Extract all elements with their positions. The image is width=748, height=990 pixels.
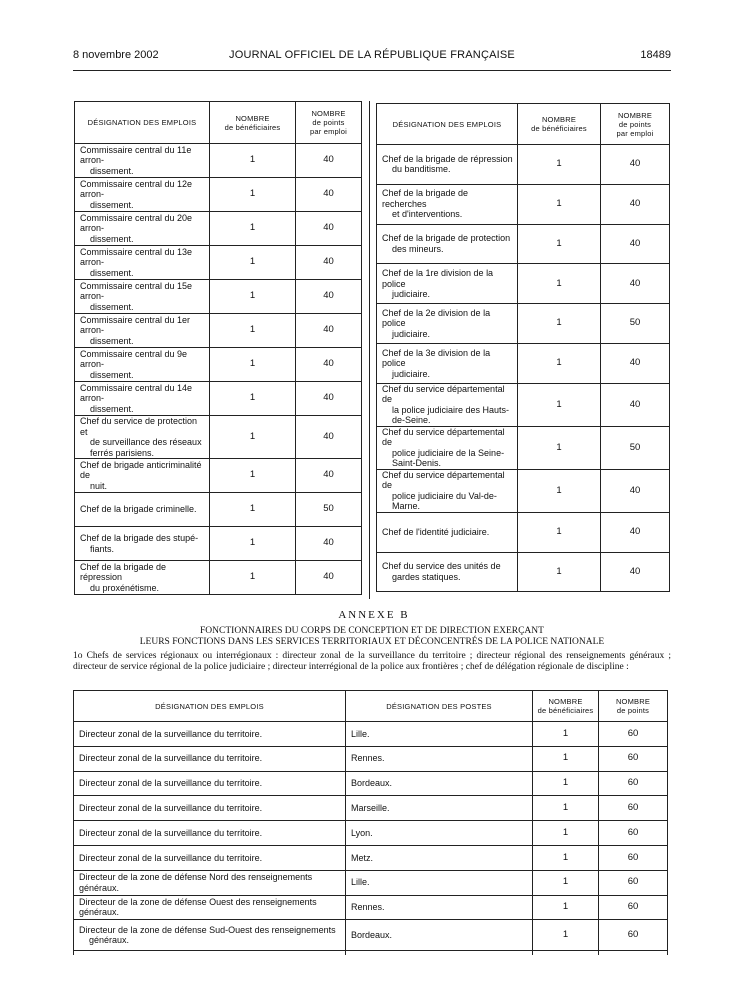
designation-cell — [75, 280, 210, 314]
points-cell: 50 — [296, 493, 362, 527]
designation-cell — [377, 224, 518, 264]
beneficiaires-cell: 1 — [533, 870, 599, 895]
poste-cell: Lyon. — [346, 821, 533, 846]
designation-line: Chef du service départemental de — [382, 469, 505, 491]
beneficiaires-cell: 1 — [210, 348, 296, 382]
designation-cell — [377, 343, 518, 383]
designation-line: la police judiciaire des Hauts- — [392, 404, 510, 415]
designation-line: Saint-Denis. — [392, 458, 442, 469]
points-cell: 40 — [601, 343, 670, 383]
beneficiaires-cell: 1 — [533, 746, 599, 771]
beneficiaires-cell: 1 — [518, 145, 601, 185]
table-row — [75, 382, 362, 416]
beneficiaires-cell: 1 — [210, 280, 296, 314]
beneficiaires-cell: 1 — [518, 426, 601, 469]
designation-line: Chef du service départemental de — [382, 426, 505, 448]
designation-cell — [377, 304, 518, 344]
poste-cell: Lille. — [346, 870, 533, 895]
designation-line: Directeur zonal de la surveillance du territoire. — [79, 728, 263, 739]
beneficiaires-cell: 1 — [210, 212, 296, 246]
points-cell: 60 — [599, 821, 668, 846]
table-row — [75, 212, 362, 246]
col-header-designation-postes: DÉSIGNATION DES POSTES — [346, 691, 533, 722]
designation-line: police judiciaire du Val-de- — [392, 490, 497, 501]
designation-line: Chef de la brigade de protection — [382, 233, 511, 244]
designation-line: dissement. — [90, 199, 134, 210]
points-cell: 60 — [599, 771, 668, 796]
points-cell: 40 — [601, 184, 670, 224]
beneficiaires-cell: 1 — [210, 314, 296, 348]
designation-line: dissement. — [90, 369, 134, 380]
table-row — [75, 246, 362, 280]
designation-line: dissement. — [90, 267, 134, 278]
designation-line: Commissaire central du 12e arron- — [80, 178, 193, 200]
points-cell: 60 — [599, 895, 668, 920]
designation-cell — [75, 527, 210, 561]
designation-line: Directeur zonal de la surveillance du territoire. — [79, 852, 263, 863]
designation-line: Chef du service des unités de — [382, 561, 501, 572]
col-header-designation: DÉSIGNATION DES EMPLOIS — [377, 104, 518, 145]
designation-cell — [75, 178, 210, 212]
points-cell: 40 — [296, 212, 362, 246]
points-cell: 50 — [601, 426, 670, 469]
designation-cell — [75, 246, 210, 280]
poste-cell: Marseille. — [346, 796, 533, 821]
table-row — [75, 144, 362, 178]
table-row — [75, 527, 362, 561]
points-cell: 40 — [296, 178, 362, 212]
designation-line: Directeur zonal de la surveillance du territoire. — [79, 803, 263, 814]
beneficiaires-cell: 1 — [210, 527, 296, 561]
designation-line: Chef de l'identité judiciaire. — [382, 526, 490, 537]
designation-line: de surveillance des réseaux — [90, 437, 202, 447]
designation-line: et d'interventions. — [392, 209, 463, 220]
points-cell: 40 — [601, 552, 670, 592]
designation-cell — [377, 552, 518, 592]
designation-line: du banditisme. — [392, 164, 451, 175]
beneficiaires-cell: 1 — [210, 459, 296, 493]
designation-cell — [74, 722, 346, 747]
designation-line: judiciaire. — [392, 328, 431, 339]
points-cell: 40 — [296, 280, 362, 314]
designation-line: Directeur zonal de la surveillance du territoire. — [79, 753, 263, 764]
beneficiaires-cell: 1 — [518, 304, 601, 344]
designation-line: Directeur de la zone de défense Ouest des renseignements généraux. — [79, 896, 317, 918]
col-header-designation-emplois: DÉSIGNATION DES EMPLOIS — [74, 691, 346, 722]
designation-line: Commissaire central du 15e arron- — [80, 280, 193, 302]
points-cell: 60 — [599, 920, 668, 951]
col-header-points: NOMBRE de points par emploi — [601, 104, 670, 145]
designation-line: Chef de la 3e division de la police — [382, 347, 491, 369]
table-row — [74, 796, 668, 821]
beneficiaires-cell: 1 — [210, 416, 296, 459]
poste-cell: Bordeaux. — [346, 771, 533, 796]
beneficiaires-cell: 1 — [210, 382, 296, 416]
beneficiaires-cell: 1 — [518, 184, 601, 224]
designation-line: Chef de la 1re division de la police — [382, 268, 494, 289]
continuation-cell — [599, 951, 668, 956]
continuation-cell — [533, 951, 599, 956]
designation-line: de-Seine. — [392, 415, 431, 426]
poste-cell: Rennes. — [346, 895, 533, 920]
col-header-designation: DÉSIGNATION DES EMPLOIS — [75, 102, 210, 144]
table-row — [377, 224, 670, 264]
poste-cell: Lille. — [346, 722, 533, 747]
col-header-beneficiaires: NOMBRE de bénéficiaires — [533, 691, 599, 722]
col-header-beneficiaires: NOMBRE de bénéficiaires — [518, 104, 601, 145]
beneficiaires-cell: 1 — [210, 178, 296, 212]
continuation-cell — [346, 951, 533, 956]
table-row — [75, 561, 362, 595]
table-row — [74, 722, 668, 747]
designation-cell — [377, 184, 518, 224]
table-row — [377, 426, 670, 469]
designation-line: Chef de la 2e division de la police — [382, 307, 491, 329]
table-row — [75, 280, 362, 314]
designation-line: Commissaire central du 13e arron- — [80, 246, 193, 268]
beneficiaires-cell: 1 — [533, 796, 599, 821]
points-cell: 40 — [296, 416, 362, 459]
designation-line: des mineurs. — [392, 243, 444, 254]
column-divider — [369, 101, 370, 599]
beneficiaires-cell: 1 — [210, 144, 296, 178]
designation-cell — [74, 845, 346, 870]
designation-line: Chef de la brigade criminelle. — [80, 504, 197, 515]
table-row — [377, 145, 670, 185]
table-row — [377, 512, 670, 552]
designation-line: Directeur de la zone de défense Nord des renseignements généraux. — [79, 872, 313, 893]
points-cell: 40 — [601, 512, 670, 552]
designation-line: Chef du service de protection et — [80, 416, 198, 437]
beneficiaires-cell: 1 — [533, 895, 599, 920]
table-row — [75, 314, 362, 348]
points-cell: 40 — [601, 383, 670, 426]
points-cell: 40 — [296, 382, 362, 416]
designation-line: dissement. — [90, 233, 134, 244]
beneficiaires-cell: 1 — [533, 722, 599, 747]
table-row — [74, 845, 668, 870]
beneficiaires-cell: 1 — [533, 845, 599, 870]
designation-cell — [75, 144, 210, 178]
table-row — [75, 493, 362, 527]
designation-cell — [74, 821, 346, 846]
designation-cell — [74, 870, 346, 895]
designation-line: Marne. — [392, 501, 421, 512]
designation-cell — [75, 493, 210, 527]
points-cell: 50 — [601, 304, 670, 344]
col-header-beneficiaires: NOMBRE de bénéficiaires — [210, 102, 296, 144]
col-header-points: NOMBRE de points par emploi — [296, 102, 362, 144]
table-row — [74, 821, 668, 846]
points-cell: 40 — [601, 264, 670, 304]
table-row — [74, 746, 668, 771]
designation-line: Chef de la brigade des stupé- — [80, 533, 199, 543]
designation-line: Directeur de la zone de défense Sud-Ouest des renseignements — [79, 924, 336, 935]
table-row — [377, 469, 670, 512]
table-row — [377, 264, 670, 304]
points-cell: 40 — [296, 348, 362, 382]
poste-cell: Rennes. — [346, 746, 533, 771]
designation-cell — [74, 746, 346, 771]
designation-line: dissement. — [90, 403, 134, 414]
designation-line: généraux. — [89, 935, 130, 946]
points-cell: 40 — [601, 469, 670, 512]
table-row — [377, 304, 670, 344]
designation-line: Chef de la brigade de répression — [80, 561, 167, 583]
designation-line: fiants. — [90, 543, 115, 554]
designation-cell — [74, 771, 346, 796]
beneficiaires-cell: 1 — [533, 821, 599, 846]
beneficiaires-cell: 1 — [210, 561, 296, 595]
header-date: 8 novembre 2002 — [73, 49, 159, 61]
designation-line: Chef de brigade anticriminalité de — [80, 459, 202, 481]
designation-line: ferrés parisiens. — [90, 447, 155, 458]
table-row — [377, 552, 670, 592]
header-rule — [73, 70, 671, 71]
beneficiaires-cell: 1 — [533, 920, 599, 951]
points-cell: 60 — [599, 746, 668, 771]
designation-cell — [377, 426, 518, 469]
poste-cell: Bordeaux. — [346, 920, 533, 951]
points-cell: 60 — [599, 796, 668, 821]
page-header — [73, 49, 671, 65]
beneficiaires-cell: 1 — [518, 552, 601, 592]
designation-cell — [75, 382, 210, 416]
beneficiaires-cell: 1 — [518, 383, 601, 426]
points-cell: 40 — [296, 246, 362, 280]
points-cell: 60 — [599, 870, 668, 895]
designation-line: Commissaire central du 11e arron- — [80, 144, 192, 166]
designation-line: Commissaire central du 9e arron- — [80, 348, 188, 370]
table-row — [377, 343, 670, 383]
table-row — [74, 895, 668, 920]
designation-line: gardes statiques. — [392, 571, 461, 582]
annexe-paragraph: 1o Chefs de services régionaux ou interrégionaux : directeur zonal de la surveillance du territoire ; directeur régional des renseignements généraux ; directeur de service régional de la police judiciaire ; directeur interrégional de la police aux frontières ; chef de délégation régionale de discipline : — [73, 651, 671, 672]
designation-line: judiciaire. — [392, 289, 431, 300]
designation-cell — [377, 383, 518, 426]
designation-cell — [377, 264, 518, 304]
poste-cell: Metz. — [346, 845, 533, 870]
table-row — [75, 178, 362, 212]
designation-cell — [75, 314, 210, 348]
table-row — [75, 348, 362, 382]
designation-cell — [75, 348, 210, 382]
page-number: 18489 — [640, 49, 671, 61]
table-row — [75, 459, 362, 493]
designation-cell — [74, 920, 346, 951]
beneficiaires-cell: 1 — [518, 469, 601, 512]
table-row — [377, 184, 670, 224]
designation-cell — [75, 561, 210, 595]
designation-line: Directeur zonal de la surveillance du territoire. — [79, 778, 263, 789]
continuation-cell — [74, 951, 346, 956]
designation-cell — [74, 796, 346, 821]
designation-line: Chef de la brigade de répression — [382, 153, 513, 164]
designation-line: Commissaire central du 20e arron- — [80, 212, 193, 234]
designation-cell — [75, 459, 210, 493]
points-cell: 40 — [296, 459, 362, 493]
designation-line: du proxénétisme. — [90, 582, 160, 593]
table-row — [74, 771, 668, 796]
table-continuation — [74, 951, 668, 956]
points-cell: 40 — [296, 144, 362, 178]
designation-line: Directeur zonal de la surveillance du territoire. — [79, 827, 263, 838]
designation-line: judiciaire. — [392, 368, 431, 379]
left-table — [74, 101, 362, 595]
annexe-title: ANNEXE B — [338, 609, 410, 621]
points-cell: 40 — [296, 561, 362, 595]
points-cell: 40 — [296, 314, 362, 348]
table-row — [74, 920, 668, 951]
beneficiaires-cell: 1 — [210, 246, 296, 280]
bottom-table — [73, 690, 668, 955]
beneficiaires-cell: 1 — [518, 224, 601, 264]
designation-line: Commissaire central du 14e arron- — [80, 382, 193, 404]
designation-line: Chef du service départemental de — [382, 383, 505, 405]
beneficiaires-cell: 1 — [533, 771, 599, 796]
table-row — [74, 870, 668, 895]
designation-cell — [377, 469, 518, 512]
designation-cell — [75, 212, 210, 246]
points-cell: 60 — [599, 845, 668, 870]
points-cell: 40 — [601, 224, 670, 264]
designation-cell — [377, 512, 518, 552]
designation-line: dissement. — [90, 301, 134, 312]
designation-line: police judiciaire de la Seine- — [392, 447, 505, 458]
designation-cell — [377, 145, 518, 185]
annexe-subtitle-line-2: LEURS FONCTIONS DANS LES SERVICES TERRITORIAUX ET DÉCONCENTRÉS DE LA POLICE NATIONALE — [139, 636, 605, 647]
beneficiaires-cell: 1 — [518, 264, 601, 304]
beneficiaires-cell: 1 — [210, 493, 296, 527]
designation-line: dissement. — [90, 165, 134, 176]
designation-line: dissement. — [90, 335, 134, 346]
beneficiaires-cell: 1 — [518, 512, 601, 552]
designation-line: Commissaire central du 1er arron- — [80, 314, 191, 336]
designation-line: Chef de la brigade de recherches — [382, 188, 469, 209]
annexe-subtitle-line-1: FONCTIONNAIRES DU CORPS DE CONCEPTION ET DE DIRECTION EXERÇANT — [200, 626, 544, 636]
table-row — [75, 416, 362, 459]
designation-cell — [74, 895, 346, 920]
table-row — [377, 383, 670, 426]
annexe-subtitle — [73, 626, 671, 647]
points-cell: 40 — [601, 145, 670, 185]
right-table — [376, 103, 670, 592]
beneficiaires-cell: 1 — [518, 343, 601, 383]
points-cell: 60 — [599, 722, 668, 747]
designation-line: nuit. — [90, 480, 108, 491]
journal-title: JOURNAL OFFICIEL DE LA RÉPUBLIQUE FRANÇAISE — [229, 49, 515, 61]
col-header-points: NOMBRE de points — [599, 691, 668, 722]
points-cell: 40 — [296, 527, 362, 561]
designation-cell — [75, 416, 210, 459]
